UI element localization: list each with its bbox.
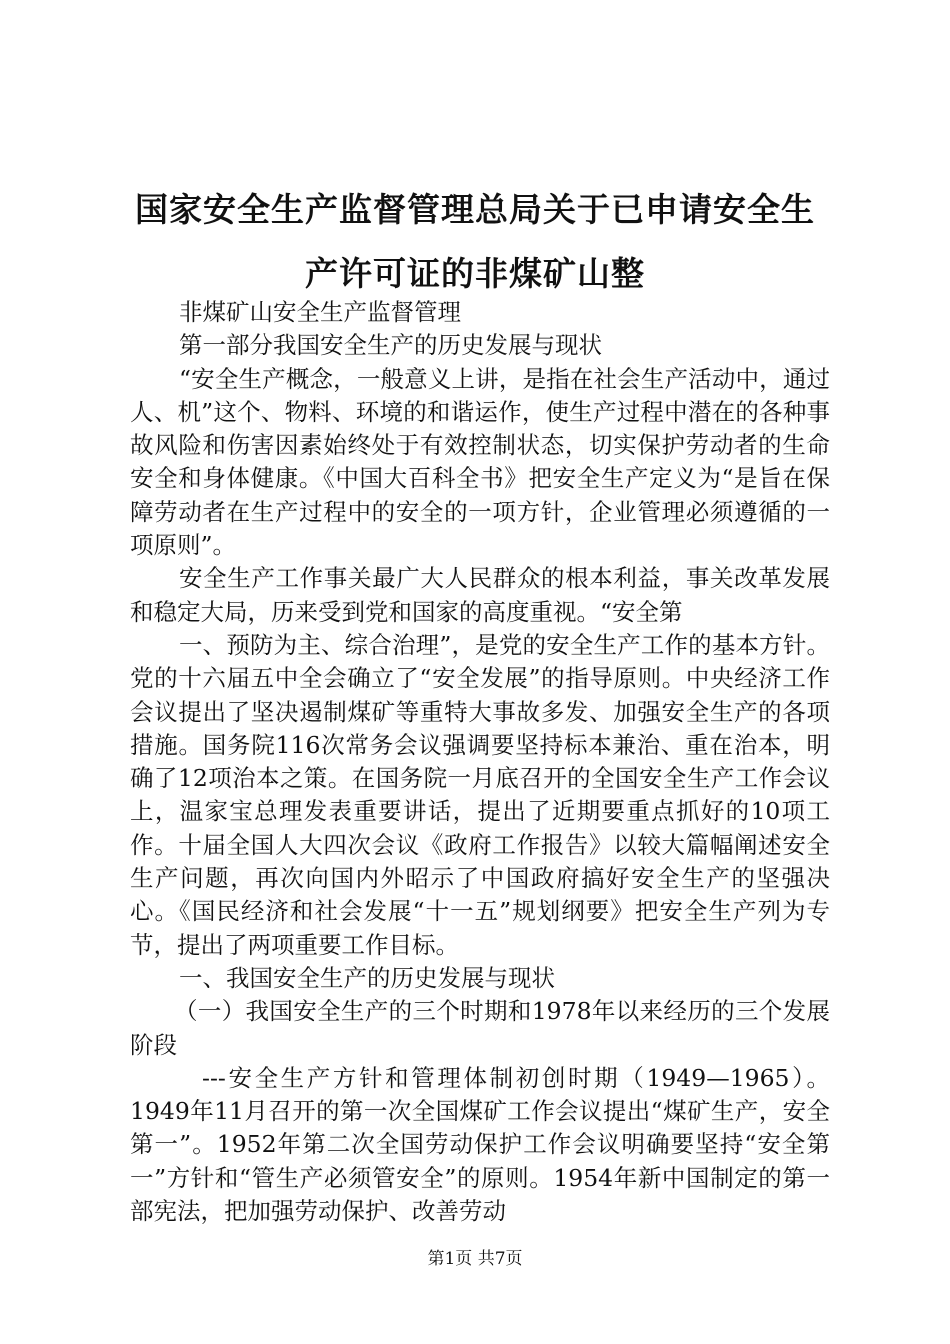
section-heading: 一、我国安全生产的历史发展与现状 xyxy=(179,963,555,992)
paragraph: “安全生产概念，一般意义上讲，是指在社会生产活动中，通过人、机”这个、物料、环境的和谐运作，使生产过程中潜在的各种事故风险和伤害因素始终处于有效控制状态，切实保护劳动者的生命安全和身体健康。《中国大百科全书》把安全生产定义为“是旨在保障劳动者在生产过程中的安全的一项方针，企业管理必须遵循的一项原则”。 xyxy=(130,364,830,560)
subsection-heading: （一）我国安全生产的三个时期和1978年以来经历的三个发展阶段 xyxy=(130,997,830,1059)
document-title: 国家安全生产监督管理总局关于已申请安全生产许可证的非煤矿山整 xyxy=(135,190,815,293)
paragraph: ---安全生产方针和管理体制初创时期（1949—1965）。1949年11月召开的第一次全国煤矿工作会议提出“煤矿生产，安全第一”。1952年第二次全国劳动保护工作会议明确要坚持“安全第一”方针和“管生产必须管安全”的原则。1954年新中国制定的第一部宪法，把加强劳动保护、改善劳动 xyxy=(130,1063,830,1226)
document-body xyxy=(130,296,830,1228)
paragraph: 第一部分我国安全生产的历史发展与现状 xyxy=(179,331,602,360)
paragraph: 一、预防为主、综合治理”，是党的安全生产工作的基本方针。党的十六届五中全会确立了“安全发展”的指导原则。中央经济工作会议提出了坚决遏制煤矿等重特大事故多发、加强安全生产的各项措施。国务院116次常务会议强调要坚持标本兼治、重在治本，明确了12项治本之策。在国务院一月底召开的全国安全生产工作会议上，温家宝总理发表重要讲话，提出了近期要重点抓好的10项工作。十届全国人大四次会议《政府工作报告》以较大篇幅阐述安全生产问题，再次向国内外昭示了中国政府搞好安全生产的坚强决心。《国民经济和社会发展“十一五”规划纲要》把安全生产列为专节，提出了两项重要工作目标。 xyxy=(130,630,830,959)
page-number: 第1页 共7页 xyxy=(427,1249,523,1269)
paragraph: 安全生产工作事关最广大人民群众的根本利益，事关改革发展和稳定大局，历来受到党和国家的高度重视。“安全第 xyxy=(130,564,830,626)
paragraph: 非煤矿山安全生产监督管理 xyxy=(179,298,461,326)
